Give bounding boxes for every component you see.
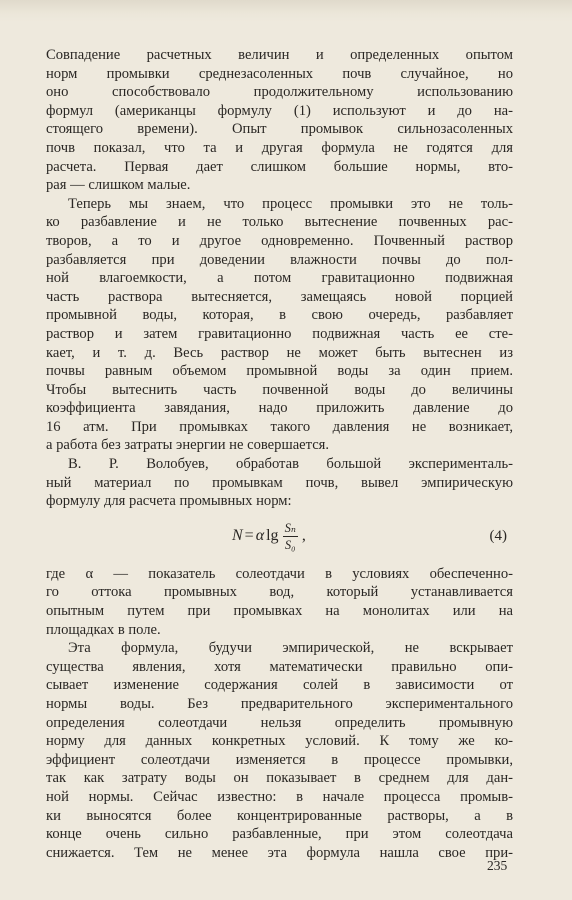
equation <box>46 515 513 563</box>
text-line: определения солеотдачи нельзя определить промывную <box>46 714 513 731</box>
paragraph <box>46 195 513 455</box>
text-line: Совпадение расчетных величин и определенных опытом <box>46 47 513 63</box>
text-line: конце очень сильно разбавленные, при этом солеотдача <box>46 826 513 843</box>
text-line: а работа без затраты энергии не совершается. <box>46 437 330 454</box>
text-line: раствор и затем гравитационно подвижная часть ее сте- <box>46 325 513 342</box>
text-line: В. Р. Волобуев, обработав большой эксперименталь- <box>68 456 513 473</box>
paragraph <box>46 455 513 511</box>
text-line: норму для данных конкретных условий. К тому же ко- <box>46 733 513 750</box>
paragraph <box>46 639 513 862</box>
log-function: lg <box>266 527 279 545</box>
text-line: площадках в поле. <box>46 621 161 638</box>
equation-lhs: N <box>232 527 243 545</box>
fraction <box>283 521 298 552</box>
text-line: Теперь мы знаем, что процесс промывки это не толь- <box>68 195 513 212</box>
text-line: го оттока промывных вод, который устанавливается <box>46 584 513 601</box>
text-line: опытным путем при промывках на монолитах или на <box>46 603 513 620</box>
text-line: творов, а то и другое одновременно. Почвенный раствор <box>46 232 513 249</box>
text-line: коэффициента завядания, надо приложить давление до <box>46 400 513 417</box>
text-line: почвы равным объемом промывной воды за один прием. <box>46 363 513 380</box>
equals-sign: = <box>244 527 254 545</box>
body-text <box>46 46 513 862</box>
text-line: рая — слишком малые. <box>46 177 191 194</box>
text-line: разбавляется при доведении влажности почвы до пол- <box>46 251 513 268</box>
text-line: так как затрату воды он показывает в среднем для дан- <box>46 770 513 787</box>
equation-comma: , <box>301 527 306 545</box>
text-line: формул (американцы формулу (1) используют и до на- <box>46 102 513 119</box>
text-line: существа явления, хотя математически правильно опи- <box>46 658 513 675</box>
text-line: сывает изменение содержания солей в зависимости от <box>46 677 513 694</box>
text-line: 16 атм. При промывках такого давления не возникает, <box>46 418 513 435</box>
top-edge-shadow <box>0 0 572 22</box>
equation-body <box>232 521 306 552</box>
text-line: ки выносятся более концентрированные растворы, а в <box>46 807 513 824</box>
text-line: снижается. Тем не менее эта формула нашла свое при- <box>46 844 513 861</box>
text-line: где α — показатель солеотдачи в условиях обеспеченно- <box>46 565 513 582</box>
text-line: стоящего времени). Опыт промывок сильнозасоленных <box>46 121 513 138</box>
fraction-numerator: Sₙ <box>284 520 296 535</box>
text-line: почв показал, что та и другая формула не годятся для <box>46 139 513 156</box>
text-line: норм промывки среднезасоленных почв случайное, но <box>46 65 513 82</box>
text-line: Чтобы вытеснить часть почвенной воды до величины <box>46 381 513 398</box>
text-line: часть раствора вытесняется, замещаясь новой порцией <box>46 288 513 305</box>
paragraph <box>46 565 513 639</box>
equation-number: (4) <box>489 527 507 544</box>
text-line: ной влагоемкости, а потом гравитационно подвижная <box>46 270 513 287</box>
text-line: эффициент солеотдачи изменяется в процессе промывки, <box>46 751 513 768</box>
text-line: кает, и т. д. Весь раствор не может быть вытеснен из <box>46 344 513 361</box>
paragraph <box>46 46 513 195</box>
text-line: оно способствовало продолжительному использованию <box>46 84 513 101</box>
page-number: 235 <box>487 858 508 873</box>
text-line: нормы воды. Без предварительного экспериментального <box>46 696 513 712</box>
text-line: Эта формула, будучи эмпирической, не вскрывает <box>68 640 513 657</box>
text-line: ной нормы. Сейчас известно: в начале процесса промыв- <box>46 788 513 805</box>
text-line: ный материал по промывкам почв, вывел эмпирическую <box>46 474 513 491</box>
text-line: ко разбавление и не только вытеснение почвенных рас- <box>46 214 513 231</box>
text-line: расчета. Первая дает слишком большие нормы, вто- <box>46 158 513 175</box>
text-line: промывной воды, которая, в свою очередь, разбавляет <box>46 307 513 324</box>
equation-coefficient: α <box>255 527 265 545</box>
text-line: формулу для расчета промывных норм: <box>46 493 292 510</box>
fraction-denominator: S₀ <box>284 537 296 552</box>
